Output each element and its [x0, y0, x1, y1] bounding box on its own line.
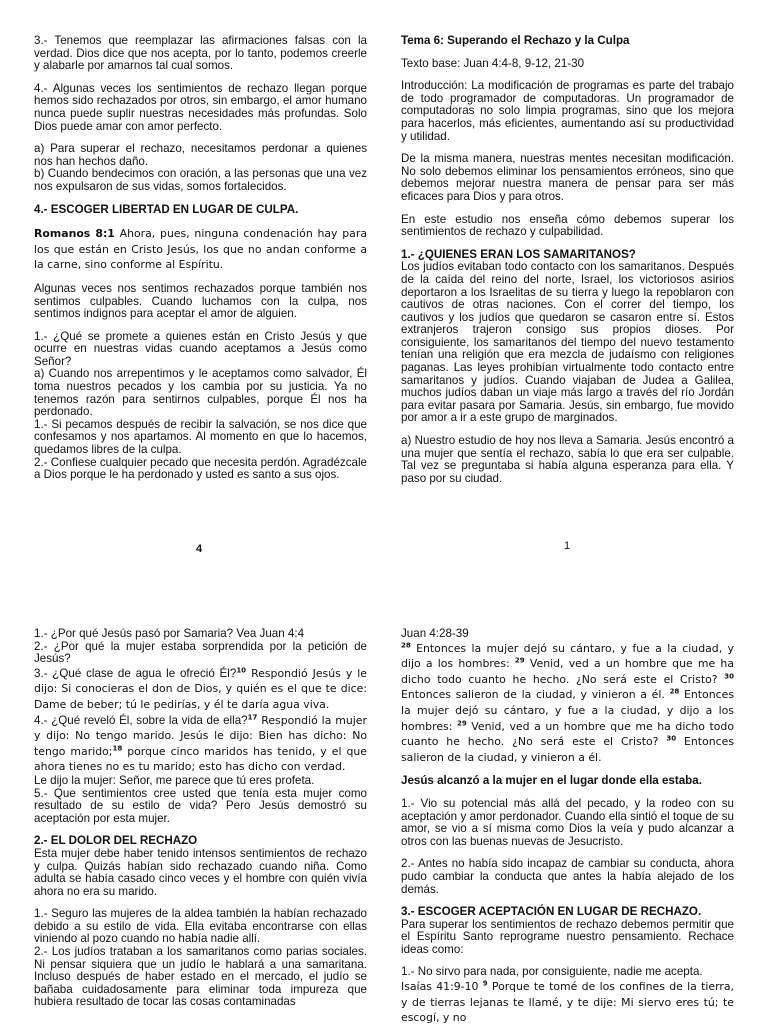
- paragraph: Introducción: La modificación de programas es parte del trabajo de todo programador de computadoras. Un programador de computadoras no solo limpia programas, sino que los mejora para hacerlos, más eficientes, aumentando así su productividad y utilidad.: [401, 79, 734, 143]
- paragraph: a) Cuando nos arrepentimos y le aceptamos como salvador, Él toma nuestros pecados y los cambia por su justicia. Ya no tenemos razón para sentirnos culpables, porque Él nos ha perdonado.: [34, 367, 367, 419]
- verse-text: Entonces la mujer dejó su cántaro, y fue a la ciudad, y dijo a los hombres:: [401, 688, 734, 733]
- verse-text: Ahora, pues, ninguna condenación hay para los que están en Cristo Jesús, los que no andan conforme a la carne, sino conforme al Espíritu.: [34, 227, 367, 272]
- question: 2.- ¿Por qué la mujer estaba sorprendida por la petición de Jesús?: [34, 639, 367, 666]
- paragraph: 2.- Los judíos trataban a los samaritanos como parias sociales. Ni pensar siquiera que un judío le hablará a una samaritana. Incluso después de haber estado en el mercado, el judío se bañaba cuidadosamente para eliminar toda impureza que hubiera resultado de tocar las cosas contaminadas: [34, 945, 367, 1009]
- verse-text: Venid, ved a un hombre que me ha dicho todo cuanto he hecho. ¿No será este el Cristo?: [401, 657, 734, 686]
- paragraph: 1.- Seguro las mujeres de la aldea también la habían rechazado debido a su estilo de vida. Ella evitaba encontrarse con ellas viniendo al pozo cuando no había nadie allí.: [34, 907, 367, 946]
- page-1-column: [401, 35, 734, 495]
- verse-number: 30: [666, 734, 677, 743]
- verse-reference: Romanos 8:1: [34, 227, 115, 241]
- paragraph: En este estudio nos enseña cómo debemos superar los sentimientos de rechazo y culpabilidad.: [401, 212, 734, 239]
- section-heading: 4.- ESCOGER LIBERTAD EN LUGAR DE CULPA.: [34, 202, 299, 216]
- verse-number: 10: [236, 666, 247, 675]
- paragraph: 1.- ¿Qué se promete a quienes están en Cristo Jesús y que ocurre en nuestras vidas cuando aceptamos a Jesús como Señor?: [34, 329, 367, 368]
- bottom-left-column: [34, 628, 367, 1009]
- verse-text: Porque te tomé de los confines de la tierra, y de tierras lejanas te llamé, y te dije: Mi siervo eres tú; te escogí, y no: [401, 980, 734, 1025]
- verse-text: Entonces salieron de la ciudad, y vinieron a él.: [401, 735, 734, 764]
- verse-number: 28: [669, 687, 680, 696]
- paragraph: a) Para superar el rechazo, necesitamos perdonar a quienes nos han hechos daño.: [34, 142, 367, 168]
- paragraph: 2.- Antes no había sido incapaz de cambiar su conducta, ahora pudo cambiar la conducta que antes la había alejado de los demás.: [401, 857, 734, 896]
- verse-text: Venid, ved a un hombre que me ha dicho todo cuanto he hecho. ¿No será este el Cristo?: [401, 719, 734, 749]
- paragraph: De la misma manera, nuestras mentes necesitan modificación. No solo debemos eliminar los pensamientos erróneos, sino que debemos mejorar nuestra manera de pensar para ser más eficaces para Dios y para otros.: [401, 152, 734, 203]
- paragraph: Para superar los sentimientos de rechazo debemos permitir que el Espíritu Santo reprograme nuestro pensamiento. Rechace ideas como:: [401, 917, 734, 956]
- verse-text: Respondió Jesús y le dijo: Si conocieras el don de Dios, y quién es el que te dice: Dame de beber; tú le pedirías, y él te daría agua viva.: [34, 666, 368, 711]
- paragraph: 3.- Tenemos que reemplazar las afirmaciones falsas con la verdad. Dios dice que nos acepta, por lo tanto, podemos creerle y alabarle por amarnos tal cual somos.: [34, 34, 367, 73]
- question: 5.- Que sentimientos cree usted que tenía esta mujer como resultado de su estilo de vida? Pero Jesús demostró su aceptación por esta mujer.: [34, 786, 367, 825]
- bottom-right-column: [401, 628, 734, 1026]
- verse-paragraph: [34, 226, 367, 273]
- paragraph: 1.- Vio su potencial más allá del pecado, y la rodeo con su aceptación y amor perdonador. Cuando ella sintió el toque de su amor, se vio a sí misma como Dios la veía y pudo alcanzar a otros con las buenas nuevas de Jesucristo.: [401, 796, 734, 848]
- verse-text: Respondió la mujer y dijo: No tengo marido. Jesús le dijo: Bien has dicho: No tengo marido;: [34, 713, 367, 758]
- verse-number: 17: [247, 712, 258, 721]
- base-text: Texto base: Juan 4:4-8, 9-12, 21-30: [401, 56, 585, 70]
- paragraph: b) Cuando bendecimos con oración, a las personas que una vez nos expulsaron de sus vidas, somos fortalecidos.: [34, 167, 367, 193]
- section-heading: 3.- ESCOGER ACEPTACIÓN EN LUGAR DE RECHAZO.: [401, 905, 702, 919]
- question-text: 3.- ¿Qué clase de agua le ofreció Él?: [34, 666, 237, 680]
- section-heading: 1.- ¿QUIENES ERAN LOS SAMARITANOS?: [401, 247, 636, 261]
- verse-text: porque cinco maridos has tenido, y el que ahora tienes no es tu marido; esto has dicho con verdad.: [34, 744, 367, 774]
- paragraph: Los judíos evitaban todo contacto con los samaritanos. Después de la caída del reino del norte, Israel, los victoriosos asirios deportaron a los Israelitas de su tierra y luego la repoblaron con cautivos de otras naciones. Con el correr del tiempo, los cautivos y los judíos que quedaron se casaron entre sí. Estos extranjeros trajeron consigo sus propios dioses. Por consiguiente, los samaritanos del tiempo del nuevo testamento tenían una religión que era mezcla de judaísmo con religiones paganas. Las leyes prohibían virtualmente todo contacto entre samaritanos y judíos. Cuando viajaban de Judea a Galilea, muchos judíos daban un viaje más largo a través del río Jordán para evitar pasara por Samaria. Jesús, sin embargo, fue movido por amor a ir a este grupo de marginados.: [401, 260, 734, 425]
- paragraph: 4.- Algunas veces los sentimientos de rechazo llegan porque hemos sido rechazados por otros, sin embargo, el amor humano nunca puede suplir nuestras necesidades más profundas. Solo Dios puede amar con amor perfecto.: [34, 81, 367, 133]
- question-text: 4.- ¿Qué reveló Él, sobre la vida de ella?: [34, 713, 248, 727]
- question-with-verse: [34, 713, 367, 775]
- verse-number: 30: [724, 672, 734, 681]
- paragraph: Esta mujer debe haber tenido intensos sentimientos de rechazo y culpa. Quizás habían sido rechazado cuando niña. Como adulta se había casado cinco veces y el hombre con quién vivía ahora no era su marido.: [34, 846, 367, 898]
- page-title: Tema 6: Superando el Rechazo y la Culpa: [401, 34, 630, 47]
- page-number: 4: [196, 543, 203, 555]
- question-with-verse: [34, 666, 367, 713]
- page-4-column: [34, 35, 367, 482]
- paragraph: a) Nuestro estudio de hoy nos lleva a Samaria. Jesús encontró a una mujer que sentía el rechazo, sabía lo que era ser culpable. Tal vez se preguntaba si había alguna esperanza para ella. Y paso por su ciudad.: [401, 434, 734, 485]
- page-number: 1: [564, 540, 571, 552]
- question: 1.- ¿Por qué Jesús pasó por Samaria? Vea Juan 4:4: [34, 627, 305, 640]
- verse-paragraph: [401, 641, 734, 766]
- verse-reference: Isaías 41:9-10: [401, 980, 483, 994]
- paragraph: 1.- Si pecamos después de recibir la salvación, se nos dice que confesamos y nos apartamos. Al momento en que lo hacemos, quedamos libres de la culpa.: [34, 417, 367, 457]
- section-heading: 2.- EL DOLOR DEL RECHAZO: [34, 834, 198, 848]
- paragraph: 1.- No sirvo para nada, por consiguiente, nadie me acepta.: [401, 965, 703, 979]
- verse-text: Entonces salieron de la ciudad, y vinieron a él.: [401, 688, 670, 702]
- verse-number: 28: [401, 640, 411, 649]
- paragraph: 2.- Confiese cualquier pecado que necesita perdón. Agradézcale a Dios porque le ha perdonado y usted es santo a sus ojos.: [34, 455, 367, 482]
- verse-number: 18: [112, 744, 123, 753]
- verse-paragraph: [401, 979, 734, 1026]
- paragraph: Algunas veces nos sentimos rechazados porque también nos sentimos culpables. Cuando luchamos con la culpa, nos sentimos indignos para aceptar el amor de alguien.: [34, 281, 367, 321]
- paragraph: Le dijo la mujer: Señor, me parece que tú eres profeta.: [34, 773, 315, 787]
- verse-number: 29: [456, 718, 467, 727]
- verse-number: 9: [482, 979, 488, 988]
- verse-number: 29: [514, 656, 525, 665]
- verse-reference: Juan 4:28-39: [401, 627, 469, 640]
- verse-text: Entonces la mujer dejó su cántaro, y fue a la ciudad, y dijo a los hombres:: [401, 641, 734, 671]
- subheading: Jesús alcanzó a la mujer en el lugar donde ella estaba.: [401, 774, 702, 788]
